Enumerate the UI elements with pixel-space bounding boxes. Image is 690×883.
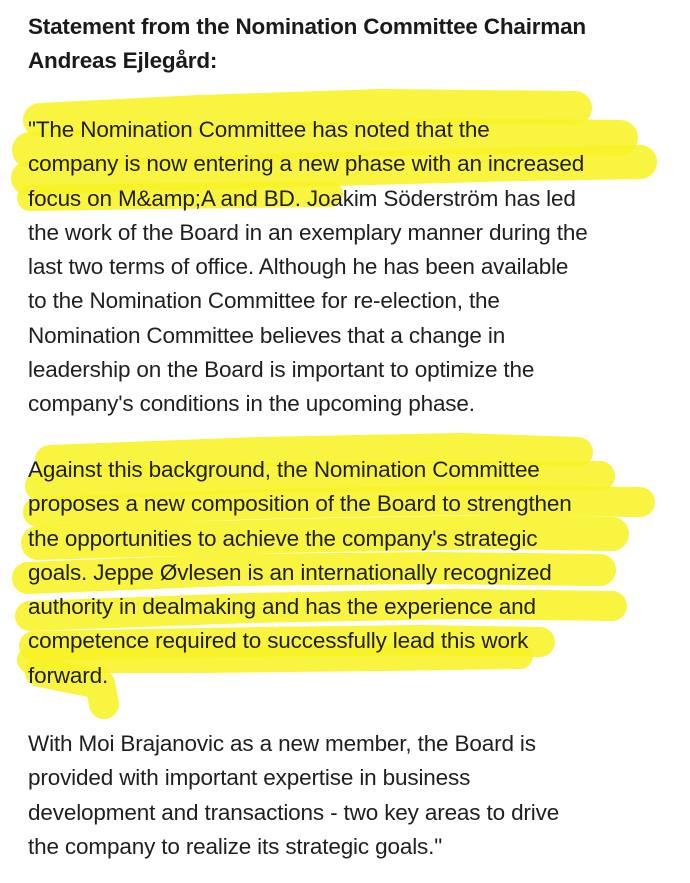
paragraph-2 [28, 453, 678, 693]
paragraph-line: the opportunities to achieve the company's strategic [28, 525, 538, 551]
paragraph-line: With Moi Brajanovic as a new member, the Board is [28, 731, 536, 756]
paragraph-line: to the Nomination Committee for re-election, the [28, 288, 500, 314]
paragraph-line: "The Nomination Committee has noted that the [28, 117, 490, 142]
paragraph-3 [28, 727, 678, 864]
paragraph-line: competence required to successfully lead this work [28, 628, 529, 654]
paragraph-line: company's conditions in the upcoming phase. [28, 391, 475, 417]
paragraph-line: proposes a new composition of the Board to strengthen [28, 491, 572, 517]
paragraph-line: goals. Jeppe Øvlesen is an internationally recognized [28, 559, 552, 585]
paragraph-line: provided with important expertise in business [28, 765, 471, 791]
heading-line: Statement from the Nomination Committee Chairman [28, 14, 586, 39]
paragraph-line: forward. [28, 662, 109, 688]
paragraph-line: Against this background, the Nomination Committee [28, 457, 540, 482]
paragraph-1 [28, 113, 678, 422]
statement-heading [28, 10, 678, 78]
paragraph-line: the work of the Board in an exemplary manner during the [28, 219, 588, 245]
paragraph-line: leadership on the Board is important to optimize the [28, 357, 535, 383]
paragraph-line: the company to realize its strategic goals." [28, 833, 443, 859]
paragraph-line: focus on M&amp;A and BD. Joakim Söderström has led [28, 185, 576, 211]
heading-line: Andreas Ejlegård: [28, 48, 218, 73]
paragraph-line: company is now entering a new phase with an increased [28, 151, 585, 177]
paragraph-line: last two terms of office. Although he has been available [28, 254, 569, 280]
paragraph-line: Nomination Committee believes that a change in [28, 322, 506, 348]
paragraph-line: authority in dealmaking and has the experience and [28, 594, 536, 620]
paragraph-line: development and transactions - two key areas to drive [28, 799, 560, 825]
